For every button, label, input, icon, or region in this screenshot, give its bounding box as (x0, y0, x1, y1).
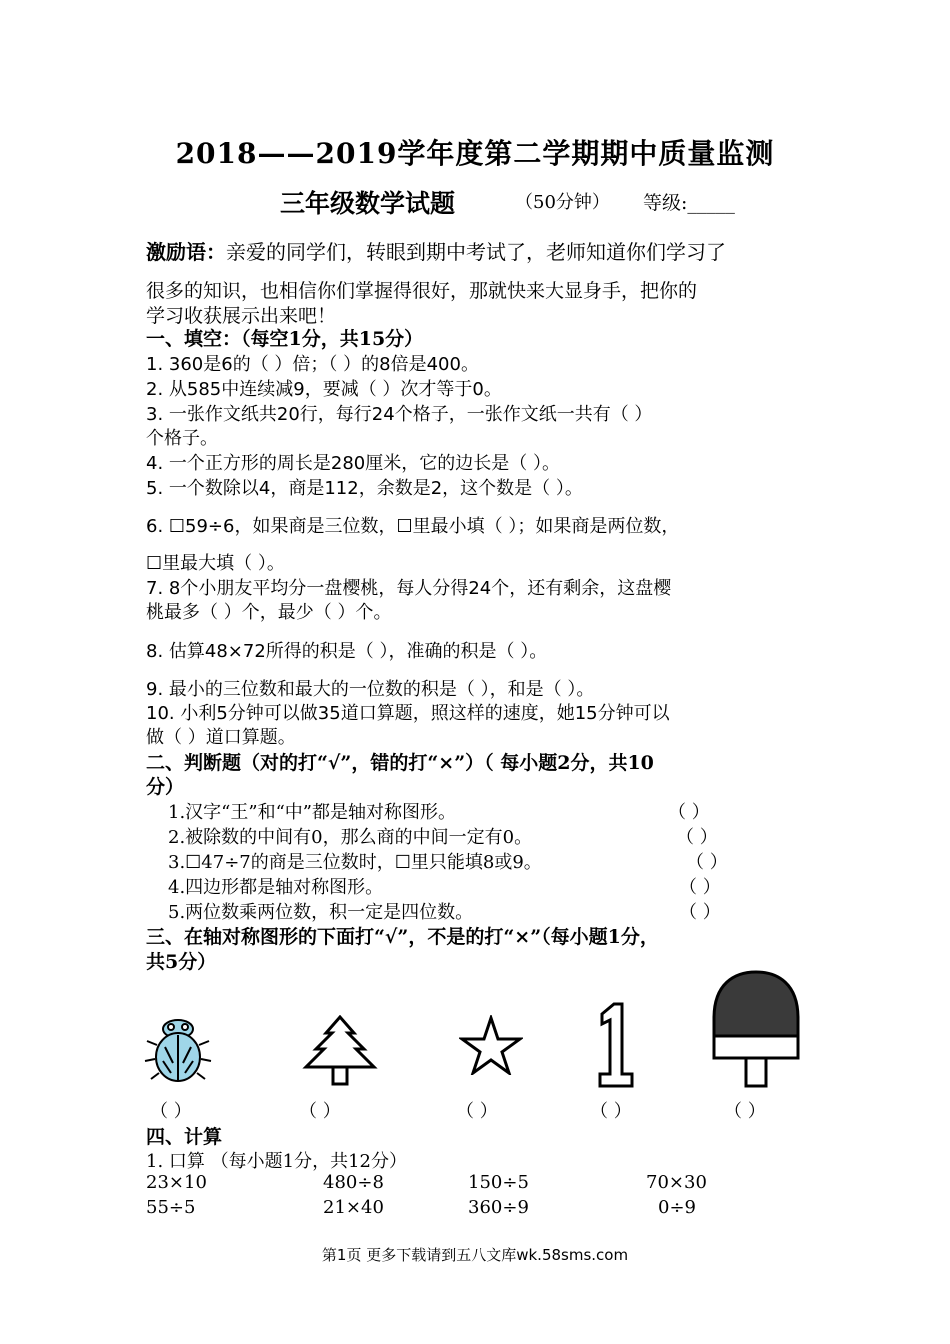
tree-icon (298, 1015, 382, 1087)
figure-answer-2[interactable]: （ ） (299, 1101, 341, 1122)
figure-answer-1[interactable]: （ ） (150, 1101, 192, 1122)
answer-paren-3[interactable]: （ ） (686, 852, 728, 873)
oral-calc-heading: 1. 口算 （每小题1分，共12分） (146, 1151, 407, 1172)
question-10: 10. 小利5分钟可以做35道口算题，照这样的速度，她15分钟可以 (146, 703, 670, 724)
question-2: 2. 从585中连续减9，要减（ ）次才等于0。 (146, 379, 502, 400)
exam-title: 2018——2019学年度第二学期期中质量监测 (175, 137, 775, 170)
intro-line-2: 很多的知识，也相信你们掌握得很好，那就快来大显身手，把你的 (146, 280, 698, 302)
intro-line-1 (146, 236, 726, 265)
answer-paren-1[interactable]: （ ） (668, 802, 710, 823)
section3-heading: 三、在轴对称图形的下面打“√”，不是的打“×”（每小题1分， (146, 926, 659, 948)
section4-heading: 四、计算 (146, 1126, 223, 1148)
answer-paren-2[interactable]: （ ） (676, 827, 718, 848)
section2-heading-cont: 分） (146, 776, 185, 798)
question-6: 6. ☐59÷6，如果商是三位数，☐里最小填（ ）；如果商是两位数， (146, 516, 680, 537)
calc-item: 360÷9 (468, 1197, 529, 1218)
judge-item-2: 2.被除数的中间有0，那么商的中间一定有0。 (168, 827, 533, 848)
question-9: 9. 最小的三位数和最大的一位数的积是（ ），和是（ ）。 (146, 679, 595, 700)
intro-text-1: 亲爱的同学们，转眼到期中考试了，老师知道你们学习了 (226, 240, 726, 264)
grade-field: 等级:_____ (643, 192, 735, 214)
question-7: 7. 8个小朋友平均分一盘樱桃，每人分得24个，还有剩余，这盘樱 (146, 578, 672, 599)
exam-duration: （50分钟） (515, 192, 610, 213)
calc-item: 480÷8 (323, 1172, 384, 1193)
question-1: 1. 360是6的（ ）倍；（ ）的8倍是400。 (146, 354, 479, 375)
exam-subtitle: 三年级数学试题 (280, 189, 456, 218)
intro-label: 激励语： (146, 240, 226, 264)
figure-answer-3[interactable]: （ ） (456, 1101, 498, 1122)
figure-answer-4[interactable]: （ ） (590, 1101, 632, 1122)
section1-heading: 一、填空：（每空1分，共15分） (146, 328, 424, 350)
judge-item-4: 4.四边形都是轴对称图形。 (168, 877, 384, 898)
ping-pong-paddle-icon (710, 970, 802, 1090)
calc-item: 0÷9 (658, 1197, 696, 1218)
question-6-cont: ☐里最大填（ ）。 (146, 553, 285, 574)
judge-item-3: 3.☐47÷7的商是三位数时，☐里只能填8或9。 (168, 852, 542, 873)
question-3-cont: 个格子。 (146, 428, 218, 449)
calc-item: 23×10 (146, 1172, 207, 1193)
question-4: 4. 一个正方形的周长是280厘米，它的边长是（ ）。 (146, 453, 560, 474)
answer-paren-4[interactable]: （ ） (679, 877, 721, 898)
digit-one-icon (596, 1000, 636, 1090)
section3-heading-cont: 共5分） (146, 951, 217, 973)
calc-item: 70×30 (646, 1172, 707, 1193)
page-footer: 第1页 更多下载请到五八文库wk.58sms.com (321, 1246, 629, 1264)
star-icon (459, 1015, 523, 1075)
judge-item-1: 1.汉字“王”和“中”都是轴对称图形。 (168, 802, 456, 823)
question-8: 8. 估算48×72所得的积是（ ），准确的积是（ ）。 (146, 641, 548, 662)
judge-item-5: 5.两位数乘两位数，积一定是四位数。 (168, 902, 474, 923)
question-10-cont: 做（ ）道口算题。 (146, 727, 296, 748)
calc-item: 55÷5 (146, 1197, 196, 1218)
answer-paren-5[interactable]: （ ） (679, 902, 721, 923)
intro-line-3: 学习收获展示出来吧！ (146, 305, 337, 327)
calc-item: 150÷5 (468, 1172, 529, 1193)
question-3: 3. 一张作文纸共20行，每行24个格子，一张作文纸一共有（ ） (146, 404, 653, 425)
question-7-cont: 桃最多（ ）个，最少（ ）个。 (146, 602, 392, 623)
figure-answer-5[interactable]: （ ） (724, 1101, 766, 1122)
section2-heading: 二、判断题（对的打“√”，错的打“×”）（ 每小题2分，共10 (146, 752, 654, 774)
calc-item: 21×40 (323, 1197, 384, 1218)
question-5: 5. 一个数除以4，商是112，余数是2，这个数是（ ）。 (146, 478, 583, 499)
beetle-icon (143, 1015, 213, 1085)
